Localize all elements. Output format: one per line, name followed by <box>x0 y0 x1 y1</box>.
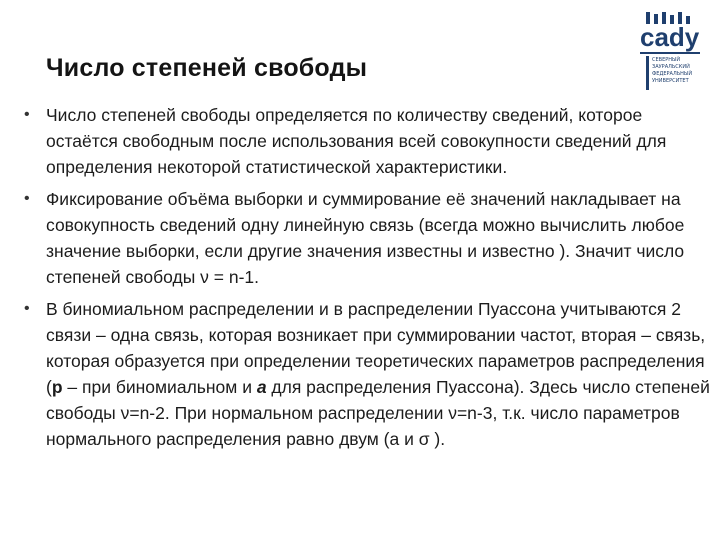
logo-caption-1: СЕВЕРНЫЙ <box>652 57 681 63</box>
param-a-symbol: a <box>256 377 267 397</box>
bullet-marker: • <box>24 190 30 207</box>
logo-caption-2: ЗАУРАЛЬСКИЙ <box>652 64 690 70</box>
logo-graphic <box>636 12 712 92</box>
bullet-item-3 <box>24 296 714 452</box>
bullet-item-2 <box>24 186 714 290</box>
bullet-list <box>24 102 714 458</box>
slide-title: Число степеней свободы <box>46 54 368 82</box>
bullet-text <box>46 296 714 452</box>
bullet-text-part: – при биномиальном и <box>62 377 257 397</box>
bullet-item-1 <box>24 102 714 180</box>
bullet-text-part: В биномиальном распределении и в распределении Пуассона учитываются 2 связи – одна связь, которая возникает при суммировании частот, вторая – связь, которая образуется при определении теоретических параметров распределения ( <box>46 299 706 397</box>
param-p-symbol: p <box>51 377 63 397</box>
bullet-marker: • <box>24 106 30 123</box>
university-logo <box>636 12 712 92</box>
logo-brand-text: cady <box>640 22 700 52</box>
bullet-marker: • <box>24 300 30 317</box>
logo-caption-3: ФЕДЕРАЛЬНЫЙ <box>652 71 693 77</box>
bullet-text: Число степеней свободы определяется по количеству сведений, которое остаётся свободным после использования всей совокупности сведений для определения некоторой статистической характеристики. <box>46 105 667 177</box>
bullet-text-part: для распределения Пуассона). Здесь число степеней свободы ν=n-2. При нормальном распределении ν=n-3, т.к. число параметров нормального распределения равно двум (a и σ ). <box>46 377 710 449</box>
bullet-text: Фиксирование объёма выборки и суммирование её значений накладывает на совокупность сведений одну линейную связь (всегда можно вычислить любое значение выборки, если другие значения известны и известно ). Значит число степеней свободы ν = n-1. <box>46 189 685 287</box>
logo-caption-4: УНИВЕРСИТЕТ <box>652 78 689 84</box>
